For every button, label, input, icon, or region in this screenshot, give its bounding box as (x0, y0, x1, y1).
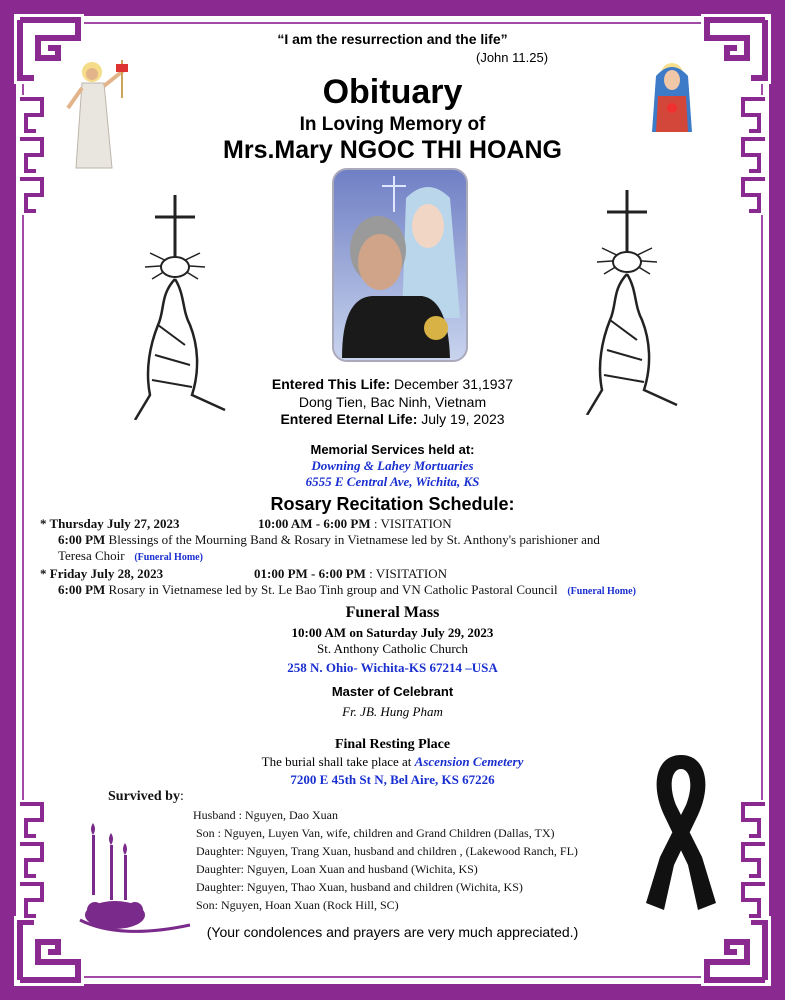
scripture-quote: “I am the resurrection and the life” (277, 31, 508, 47)
rosary-day2-date: * Friday July 28, 2023 (40, 566, 164, 581)
burial-cemetery: Ascension Cemetery (414, 754, 524, 769)
memorial-address: 6555 E Central Ave, Wichita, KS (305, 474, 480, 489)
rosary-day1-detail-cont: Teresa Choir (58, 548, 125, 563)
rosary-day1-slot (258, 516, 452, 532)
rosary-day2-location: (Funeral Home) (567, 586, 636, 597)
burial-heading: Final Resting Place (334, 737, 451, 752)
eternal-life-line (0, 411, 785, 427)
page-subtitle: In Loving Memory of (299, 114, 486, 135)
mass-heading: Funeral Mass (345, 604, 440, 621)
survivor-item: Daughter: Nguyen, Trang Xuan, husband and children , (Lakewood Ranch, FL) (196, 844, 578, 858)
celebrant-heading: Master of Celebrant (331, 684, 454, 699)
rosary-day1-location: (Funeral Home) (134, 552, 203, 563)
portrait-photo (332, 168, 468, 362)
rosary-day1-detail-cont-line (58, 548, 203, 564)
scripture-citation: (John 11.25) (476, 50, 549, 65)
burial-address: 7200 E 45th St N, Bel Aire, KS 67226 (290, 772, 495, 787)
rosary-day1-event: : VISITATION (370, 516, 452, 531)
eternal-life-label: Entered Eternal Life: (280, 411, 418, 427)
mass-address: 258 N. Ohio- Wichita-KS 67214 –USA (287, 660, 498, 675)
rosary-heading: Rosary Recitation Schedule: (270, 494, 515, 514)
rosary-day1-time: 10:00 AM - 6:00 PM (258, 516, 371, 531)
entered-life-label: Entered This Life: (271, 376, 391, 392)
page-title: Obituary (322, 73, 463, 111)
side-ornament-left-bottom (16, 800, 46, 920)
survivor-item: Daughter: Nguyen, Thao Xuan, husband and children (Wichita, KS) (196, 880, 523, 894)
eternal-life-value: July 19, 2023 (417, 411, 505, 427)
rosary-day2-time: 01:00 PM - 6:00 PM (254, 566, 366, 581)
survivor-item: Daughter: Nguyen, Loan Xuan and husband (Wichita, KS) (196, 862, 478, 876)
survivors-heading-line (108, 789, 184, 805)
rosary-day2-event: : VISITATION (365, 566, 447, 581)
mourning-ribbon-icon (636, 745, 726, 910)
rosary-day2-detail: Rosary in Vietnamese led by St. Le Bao Tinh group and VN Catholic Pastoral Council (105, 582, 558, 597)
mass-church: St. Anthony Catholic Church (317, 641, 468, 656)
survivors-heading: Survived by (108, 789, 180, 804)
rosary-day2-detail-line (58, 582, 636, 598)
rosary-day2-slot (254, 566, 447, 582)
rosary-day1-detail-time: 6:00 PM (58, 532, 106, 547)
entered-life-line (0, 376, 785, 392)
side-ornament-right-bottom (739, 800, 769, 920)
memorial-heading: Memorial Services held at: (310, 442, 475, 457)
rosary-day1-date: * Thursday July 27, 2023 (40, 516, 180, 531)
memorial-venue: Downing & Lahey Mortuaries (311, 458, 474, 473)
condolences-note: (Your condolences and prayers are very much appreciated.) (206, 924, 579, 940)
survivor-item: Husband : Nguyen, Dao Xuan (193, 808, 338, 822)
mass-datetime: 10:00 AM on Saturday July 29, 2023 (291, 625, 494, 640)
rosary-day1-detail-line (58, 532, 600, 548)
deceased-name: Mrs.Mary NGOC THI HOANG (223, 136, 562, 164)
celebrant-name: Fr. JB. Hung Pham (342, 704, 443, 719)
survivor-item: Son : Nguyen, Luyen Van, wife, children and Grand Children (Dallas, TX) (196, 826, 555, 840)
survivor-item: Son: Nguyen, Hoan Xuan (Rock Hill, SC) (196, 898, 399, 912)
burial-text: The burial shall take place at (261, 754, 415, 769)
birthplace: Dong Tien, Bac Ninh, Vietnam (298, 394, 487, 410)
entered-life-value: December 31,1937 (390, 376, 514, 392)
survivors-colon: : (179, 789, 184, 804)
rosary-day1-detail: Blessings of the Mourning Band & Rosary in Vietnamese led by St. Anthony's parishioner and (105, 532, 600, 547)
rosary-day2-detail-time: 6:00 PM (58, 582, 106, 597)
